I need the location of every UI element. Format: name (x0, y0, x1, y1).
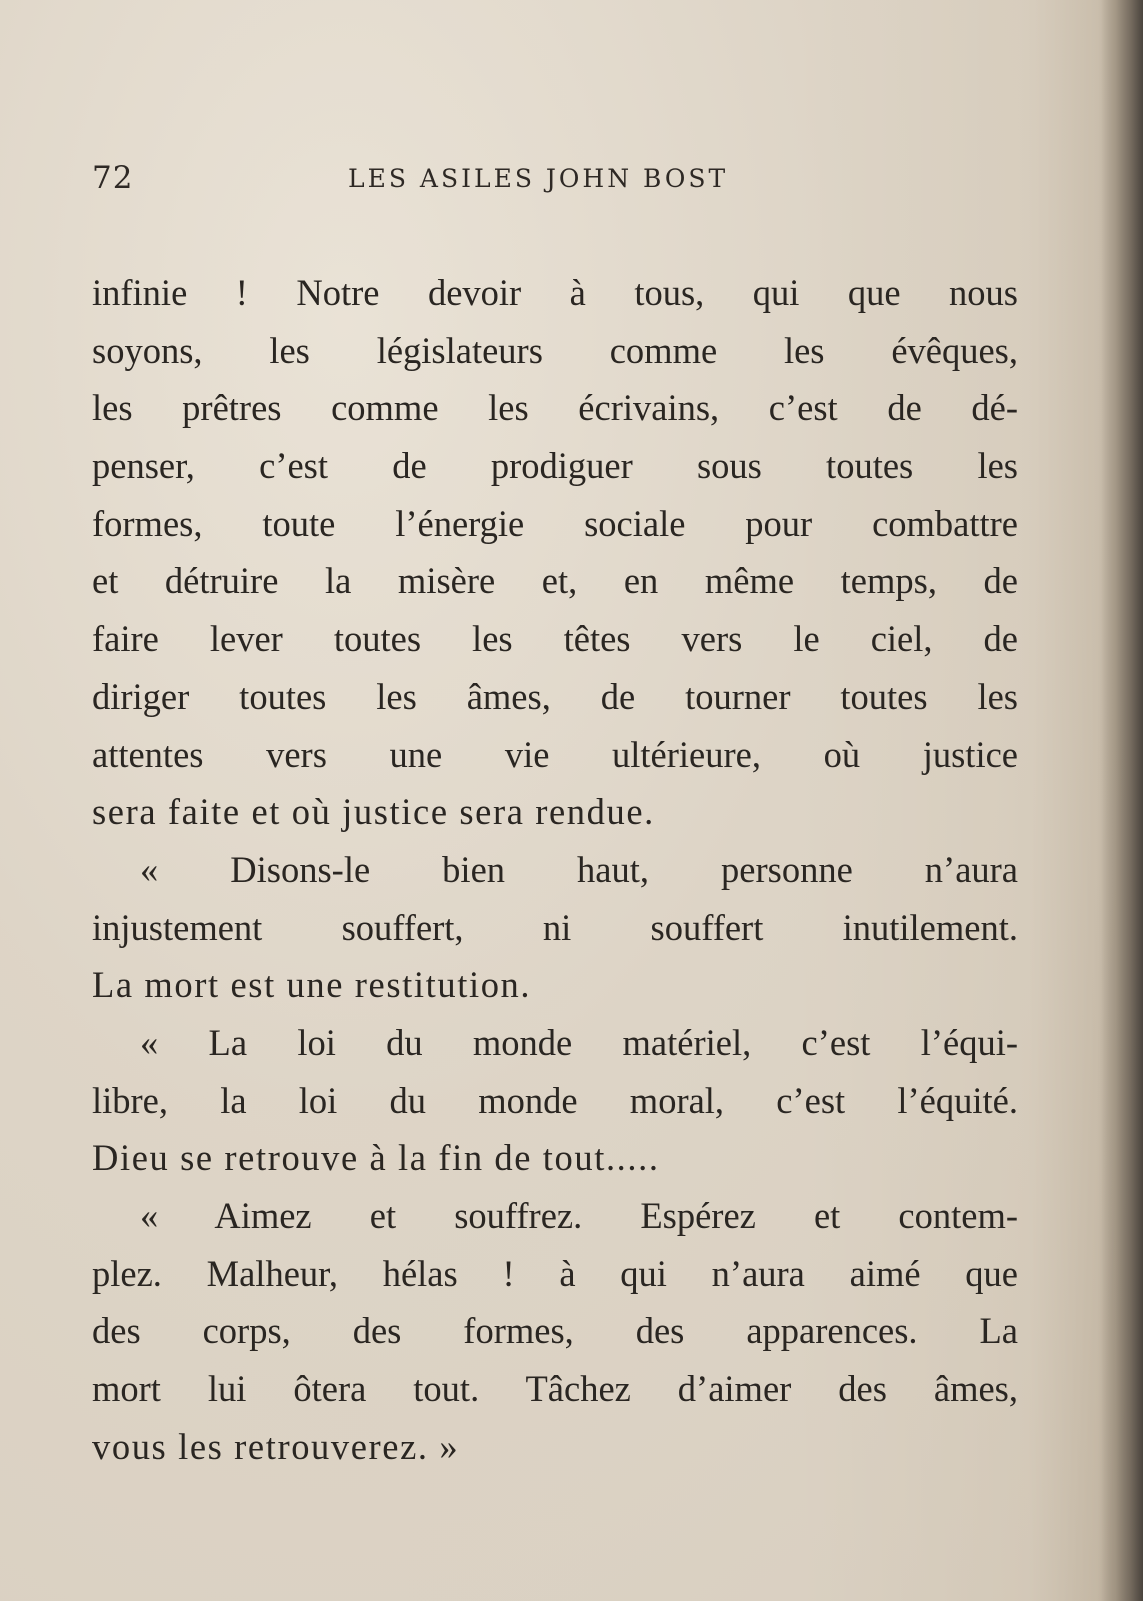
text-line: « Aimez et souffrez. Espérez et contem- (140, 1195, 1018, 1236)
page-edge-shadow (1101, 0, 1143, 1601)
text-line: La mort est une restitution. (92, 964, 532, 1006)
text-line: faire lever toutes les têtes vers le ciel, de (92, 618, 1018, 660)
page-number: 72 (92, 160, 134, 196)
text-line: soyons, les législateurs comme les évêques, (92, 329, 1018, 371)
text-line: les prêtres comme les écrivains, c’est de dé- (92, 387, 1018, 429)
text-line: attentes vers une vie ultérieure, où justice (92, 733, 1018, 775)
text-line: mort lui ôtera tout. Tâchez d’aimer des âmes, (92, 1368, 1018, 1410)
text-line: penser, c’est de prodiguer sous toutes les (92, 445, 1018, 487)
text-line: infinie ! Notre devoir à tous, qui que nous (92, 272, 1018, 313)
body-text (92, 264, 1018, 1475)
text-line: Dieu se retrouve à la fin de tout..... (92, 1137, 660, 1179)
text-line: vous les retrouverez. » (92, 1425, 460, 1467)
text-line: « Disons-le bien haut, personne n’aura (140, 848, 1018, 890)
text-line: formes, toute l’énergie sociale pour combattre (92, 502, 1018, 544)
running-head: LES ASILES JOHN BOST (348, 164, 729, 193)
page-header (92, 160, 812, 200)
text-line: sera faite et où justice sera rendue. (92, 791, 655, 833)
text-line: plez. Malheur, hélas ! à qui n’aura aimé que (92, 1252, 1018, 1294)
text-line: et détruire la misère et, en même temps, de (92, 560, 1018, 602)
text-line: injustement souffert, ni souffert inutilement. (92, 906, 1018, 948)
text-line: diriger toutes les âmes, de tourner toutes les (92, 675, 1018, 717)
text-line: des corps, des formes, des apparences. La (92, 1310, 1018, 1352)
text-line: libre, la loi du monde moral, c’est l’équité. (92, 1079, 1018, 1121)
text-line: « La loi du monde matériel, c’est l’équi- (140, 1021, 1018, 1063)
